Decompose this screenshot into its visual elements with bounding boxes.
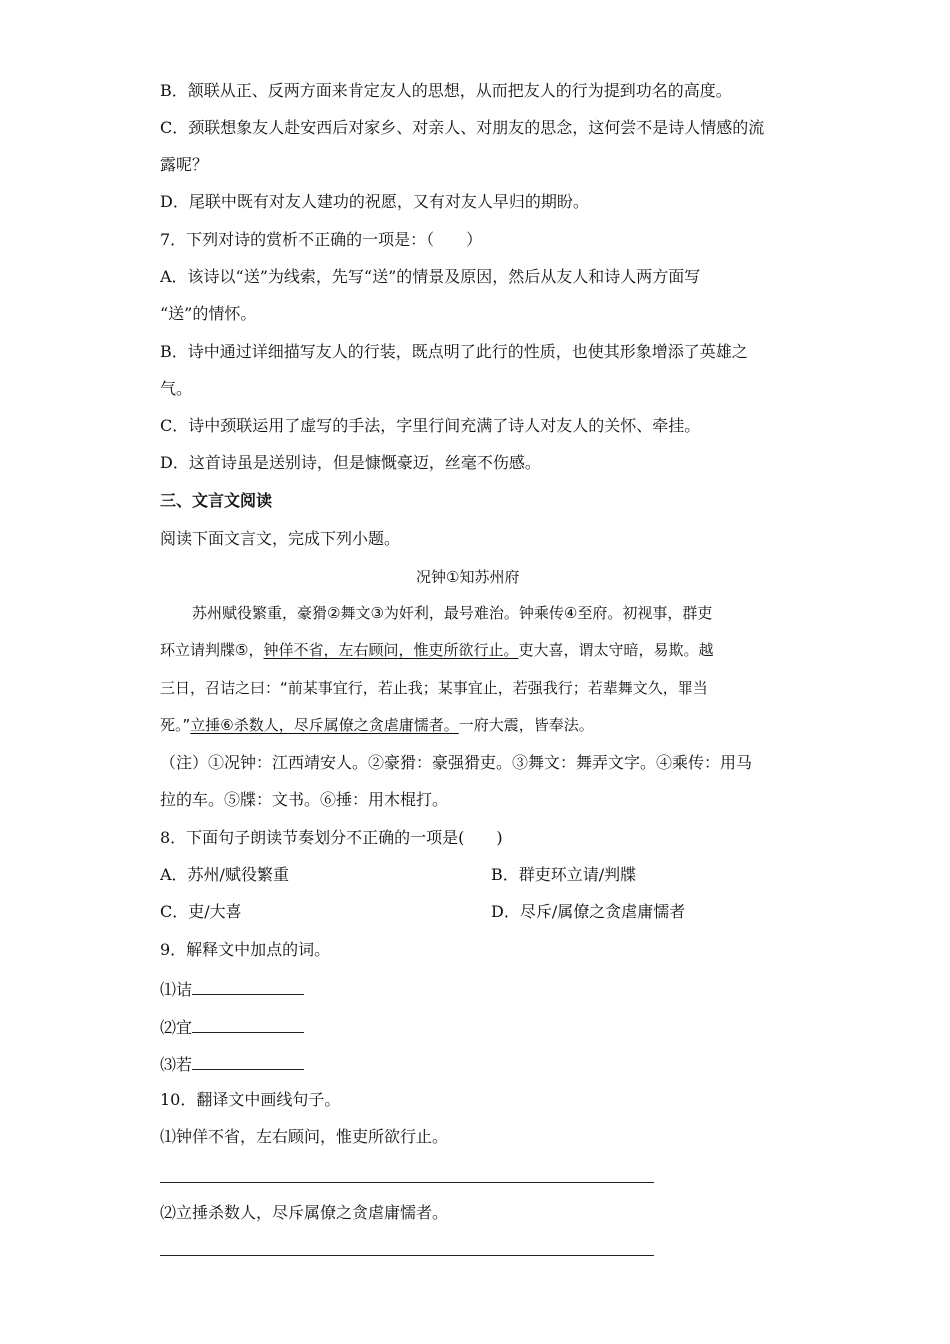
- passage-text: 环立请判牒⑤，: [160, 641, 264, 659]
- q10-sentence-1: ⑴钟佯不省，左右顾问，惟吏所欲行止。: [160, 1127, 449, 1146]
- section-heading: 三、文言文阅读: [160, 491, 273, 510]
- q9-item-label: ⑵宜: [160, 1018, 193, 1037]
- q6-option-b: B．颔联从正、反两方面来肯定友人的思想，从而把友人的行为提到功名的高度。: [160, 81, 732, 100]
- q7-option-a-line2: “送”的情怀。: [160, 304, 257, 323]
- q9-item-1: [160, 978, 304, 1000]
- q7-stem: 7．下列对诗的赏析不正确的一项是：（ ）: [160, 230, 483, 249]
- q8-option-b: B．群吏环立请/判牒: [491, 865, 637, 884]
- q8-stem: 8．下面句子朗读节奏划分不正确的一项是( ): [160, 828, 503, 847]
- underlined-sentence-2: 立捶⑥杀数人，尽斥属僚之贪虐庸懦者。: [190, 716, 459, 734]
- q9-stem: 9．解释文中加点的词。: [160, 940, 331, 959]
- underlined-sentence-1: 钟佯不省，左右顾问，惟吏所欲行止。: [263, 641, 519, 659]
- answer-line-2[interactable]: [160, 1255, 654, 1256]
- passage-text: 一府大震，皆奉法。: [458, 716, 594, 734]
- q8-option-a: A．苏州/赋役繁重: [160, 865, 289, 884]
- notes-line-1: （注）①况钟：江西靖安人。②豪猾：豪强猾吏。③舞文：舞弄文字。④乘传：用马: [160, 753, 753, 772]
- q9-item-label: ⑴诘: [160, 980, 193, 999]
- notes-line-2: 拉的车。⑤牒：文书。⑥捶：用木棍打。: [160, 790, 449, 809]
- q7-option-b-line1: B．诗中通过详细描写友人的行装，既点明了此行的性质，也使其形象增添了英雄之: [160, 342, 748, 361]
- passage-line-1: 苏州赋役繁重，豪猾②舞文③为奸利，最号难治。钟乘传④至府。初视事，群吏: [192, 604, 713, 622]
- passage-title: 况钟①知苏州府: [416, 568, 520, 586]
- section-intro: 阅读下面文言文，完成下列小题。: [160, 529, 401, 548]
- q7-option-b-line2: 气。: [160, 379, 193, 398]
- q8-option-c: C．吏/大喜: [160, 902, 242, 921]
- q7-option-d: D．这首诗虽是送别诗，但是慷慨豪迈，丝毫不伤感。: [160, 453, 541, 472]
- passage-text: 死。”: [160, 716, 191, 734]
- answer-blank[interactable]: [192, 1016, 304, 1033]
- q8-option-d: D．尽斥/属僚之贪虐庸懦者: [491, 902, 686, 921]
- q9-item-3: [160, 1053, 304, 1075]
- answer-blank[interactable]: [192, 1053, 304, 1070]
- passage-text: 吏大喜，谓太守暗，易欺。越: [518, 641, 714, 659]
- q10-stem: 10．翻译文中画线句子。: [160, 1090, 341, 1109]
- q6-option-c-line1: C．颈联想象友人赴安西后对家乡、对亲人、对朋友的思念，这何尝不是诗人情感的流: [160, 118, 765, 137]
- q6-option-d: D．尾联中既有对友人建功的祝愿，又有对友人早归的期盼。: [160, 192, 589, 211]
- passage-line-3: 三日，召诘之曰：“前某事宜行，若止我；某事宜止，若强我行；若辈舞文久，罪当: [160, 679, 708, 697]
- q10-sentence-2: ⑵立捶杀数人，尽斥属僚之贪虐庸懦者。: [160, 1203, 449, 1222]
- q9-item-label: ⑶若: [160, 1055, 193, 1074]
- q7-option-c: C．诗中颈联运用了虚写的手法，字里行间充满了诗人对友人的关怀、牵挂。: [160, 416, 701, 435]
- q6-option-c-line2: 露呢？: [160, 155, 209, 174]
- passage-line-4: [160, 715, 594, 735]
- q9-item-2: [160, 1016, 304, 1038]
- q7-option-a-line1: A．该诗以“送”为线索，先写“送”的情景及原因，然后从友人和诗人两方面写: [160, 267, 701, 286]
- passage-line-2: [160, 640, 713, 660]
- answer-line-1[interactable]: [160, 1182, 654, 1183]
- answer-blank[interactable]: [192, 978, 304, 995]
